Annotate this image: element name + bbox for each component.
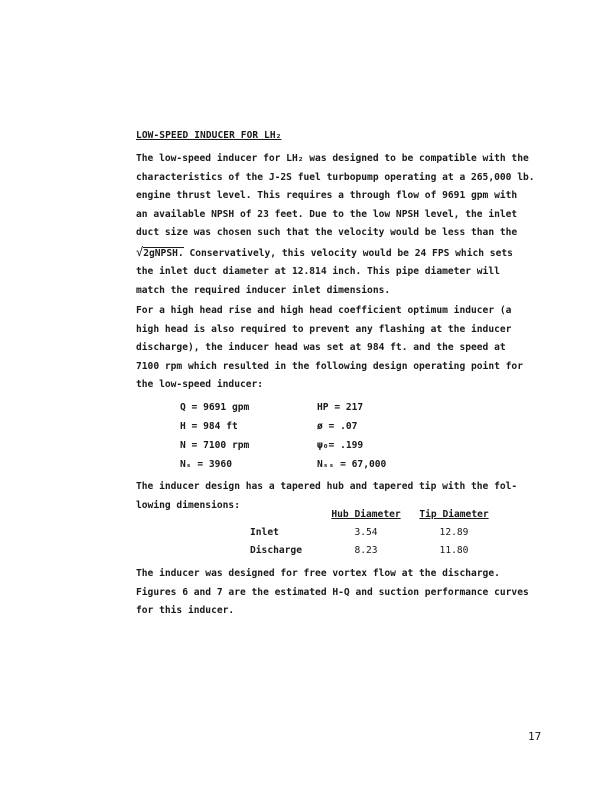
text-line: for this inducer. — [136, 605, 235, 616]
text-line: an available NPSH of 23 feet. Due to the low NPSH level, the inlet — [136, 208, 518, 220]
text-line: high head is also required to prevent any flashing at the inducer — [136, 323, 512, 335]
text-line: duct size was chosen such that the velocity would be less than the — [136, 227, 518, 238]
text-line: The inducer was designed for free vortex flow at the discharge. — [136, 568, 500, 579]
speed: N = 7100 rpm — [180, 440, 250, 451]
sqrt-line-rest: Conservatively, this velocity would be 24 FPS which sets — [183, 247, 513, 259]
text-line: engine thrust level. This requires a through flow of 9691 gpm with — [136, 190, 518, 201]
head-coefficient: ψ₀= .199 — [317, 440, 364, 451]
tip-diameter-value: 11.80 — [439, 545, 469, 556]
square-root-symbol: √ — [136, 244, 144, 259]
row-label: Inlet — [250, 527, 279, 538]
text-line: the inlet duct diameter at 12.814 inch. This pipe diameter will — [136, 266, 500, 277]
text-line: the low-speed inducer: — [136, 379, 264, 390]
tip-diameter-value: 12.89 — [439, 527, 469, 538]
column-header-hub-diameter: Hub Diameter — [331, 509, 401, 520]
flow-rate: Q = 9691 gpm — [180, 402, 250, 413]
row-label: Discharge — [250, 545, 302, 556]
text-line: The inducer design has a tapered hub and tapered tip with the fol- — [136, 481, 518, 492]
page-number: 17 — [528, 730, 542, 743]
text-line: discharge), the inducer head was set at 984 ft. and the speed at — [136, 342, 506, 353]
text-line: 7100 rpm which resulted in the following design operating point for — [136, 360, 523, 372]
suction-specific-speed: Nₛₛ = 67,000 — [317, 459, 387, 470]
text-line: For a high head rise and high head coefficient optimum inducer (a — [136, 305, 512, 316]
paragraph-design-rationale — [136, 302, 556, 395]
text-line: match the required inducer inlet dimensions. — [136, 284, 391, 296]
column-header-tip-diameter: Tip Diameter — [419, 509, 489, 520]
head: H = 984 ft — [180, 421, 238, 432]
horsepower: HP = 217 — [317, 402, 364, 413]
paragraph-intro — [136, 150, 556, 300]
text-line-sqrt — [136, 243, 556, 264]
text-line: lowing dimensions: — [136, 499, 240, 511]
text-line: characteristics of the J-2S fuel turbopump operating at a 265,000 lb. — [136, 171, 535, 183]
paragraph-conclusion — [136, 565, 556, 621]
text-line: The low-speed inducer for LH₂ was designed to be compatible with the — [136, 153, 529, 164]
specific-speed: Nₛ = 3960 — [180, 459, 232, 470]
section-heading: LOW-SPEED INDUCER FOR LH₂ — [136, 130, 282, 141]
hub-diameter-value: 8.23 — [354, 545, 378, 556]
hub-diameter-value: 3.54 — [354, 527, 378, 538]
sqrt-term: 2gNPSH. — [143, 247, 184, 259]
flow-coefficient: ø = .07 — [317, 421, 358, 432]
text-line: Figures 6 and 7 are the estimated H-Q and suction performance curves — [136, 586, 529, 598]
